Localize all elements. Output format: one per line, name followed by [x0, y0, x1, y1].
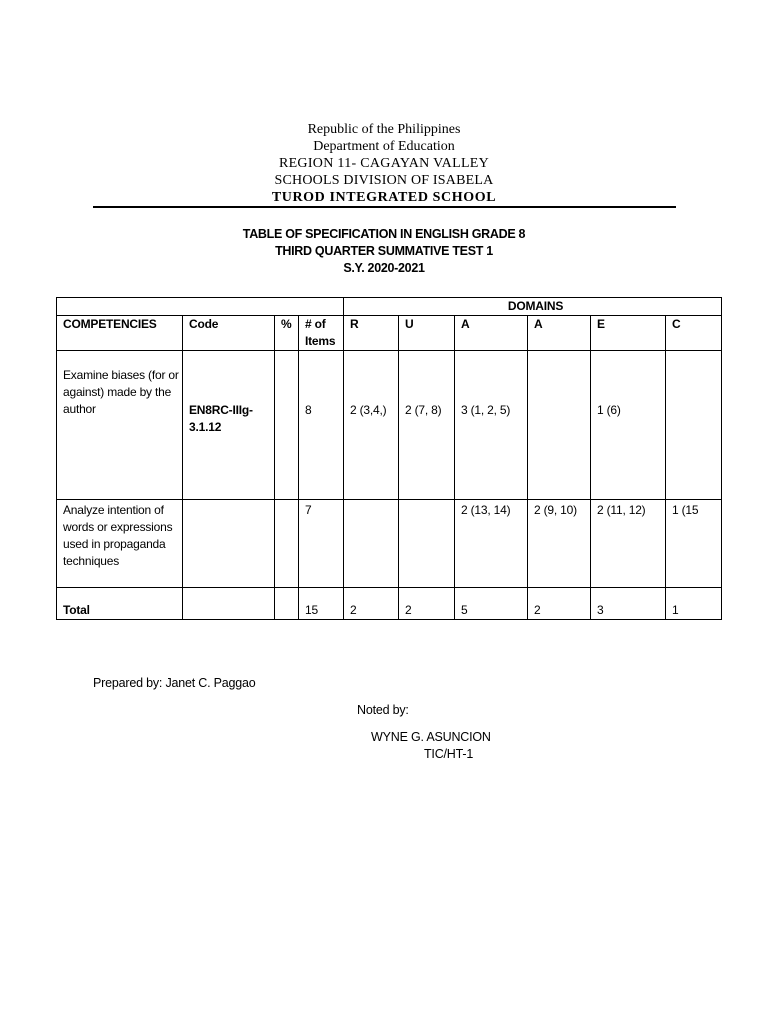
title-line-1: TABLE OF SPECIFICATION IN ENGLISH GRADE 8	[242, 227, 526, 241]
col-header-r: R	[344, 316, 399, 351]
prepared-by: Prepared by: Janet C. Paggao	[93, 676, 256, 690]
noted-by-name: WYNE G. ASUNCION	[371, 730, 491, 744]
total-code	[183, 588, 275, 620]
table-row	[57, 351, 722, 500]
e-cell: 1 (6)	[591, 351, 666, 500]
a2-cell: 2 (9, 10)	[528, 500, 591, 588]
table-row	[57, 500, 722, 588]
c-cell: 1 (15	[666, 500, 722, 588]
code-cell: EN8RC-IIIg-3.1.12	[183, 351, 275, 500]
col-header-c: C	[666, 316, 722, 351]
blank-header-cell	[57, 298, 344, 316]
a2-cell	[528, 351, 591, 500]
total-a2: 2	[528, 588, 591, 620]
document-header	[0, 121, 768, 206]
col-header-items: # of Items	[299, 316, 344, 351]
title-line-2: THIRD QUARTER SUMMATIVE TEST 1	[275, 244, 493, 258]
total-percent	[275, 588, 299, 620]
col-header-code: Code	[183, 316, 275, 351]
total-e: 3	[591, 588, 666, 620]
noted-by-title: TIC/HT-1	[424, 747, 474, 761]
noted-by-label: Noted by:	[357, 703, 409, 717]
header-division: SCHOOLS DIVISION OF ISABELA	[274, 173, 494, 188]
c-cell	[666, 351, 722, 500]
title-line-3: S.Y. 2020-2021	[343, 261, 425, 275]
items-cell: 7	[299, 500, 344, 588]
header-region: REGION 11- CAGAYAN VALLEY	[278, 156, 490, 171]
r-cell	[344, 500, 399, 588]
header-divider	[93, 206, 676, 208]
specification-table	[56, 297, 722, 620]
col-header-u: U	[399, 316, 455, 351]
col-header-competencies: COMPETENCIES	[57, 316, 183, 351]
r-cell: 2 (3,4,)	[344, 351, 399, 500]
header-republic: Republic of the Philippines	[307, 122, 461, 137]
u-cell: 2 (7, 8)	[399, 351, 455, 500]
total-c: 1	[666, 588, 722, 620]
domains-row	[57, 298, 722, 316]
e-cell: 2 (11, 12)	[591, 500, 666, 588]
col-header-a2: A	[528, 316, 591, 351]
col-header-a1: A	[455, 316, 528, 351]
competency-cell: Analyze intention of words or expressions used in propaganda techniques	[57, 500, 183, 588]
total-a1: 5	[455, 588, 528, 620]
column-header-row	[57, 316, 722, 351]
items-cell: 8	[299, 351, 344, 500]
code-cell	[183, 500, 275, 588]
a1-cell: 3 (1, 2, 5)	[455, 351, 528, 500]
col-header-e: E	[591, 316, 666, 351]
header-department: Department of Education	[313, 139, 455, 154]
percent-cell	[275, 500, 299, 588]
total-row	[57, 588, 722, 620]
total-u: 2	[399, 588, 455, 620]
domains-header: DOMAINS	[344, 298, 722, 316]
competency-cell: Examine biases (for or against) made by the author	[57, 351, 183, 500]
percent-cell	[275, 351, 299, 500]
header-school: TUROD INTEGRATED SCHOOL	[271, 190, 497, 205]
a1-cell: 2 (13, 14)	[455, 500, 528, 588]
total-items: 15	[299, 588, 344, 620]
document-title	[0, 226, 768, 277]
u-cell	[399, 500, 455, 588]
total-label: Total	[57, 588, 183, 620]
total-r: 2	[344, 588, 399, 620]
col-header-percent: %	[275, 316, 299, 351]
